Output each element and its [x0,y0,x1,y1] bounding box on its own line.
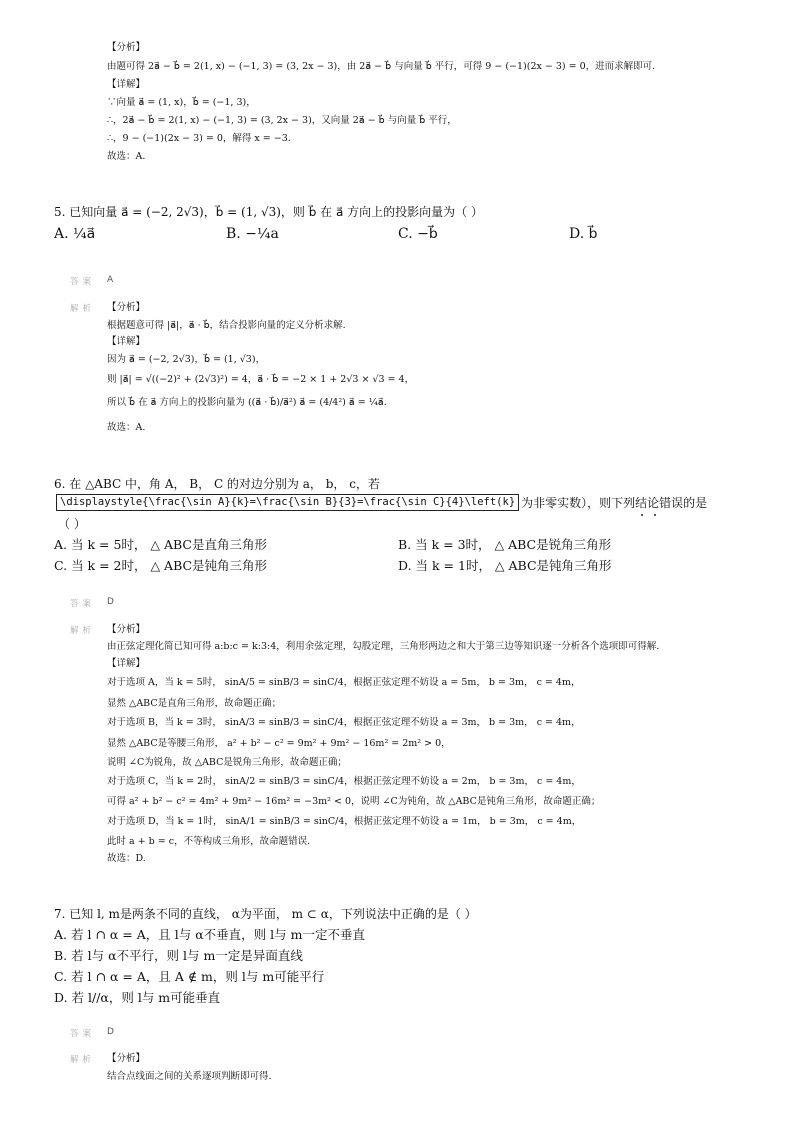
q6-answer-label: 答案 [70,599,96,609]
q6-option-b: B. 当 k = 3时， △ ABC是锐角三角形 [398,537,612,552]
q6-detail-line: 对于选项 A，当 k = 5时， sinA/5 = sinB/3 = sinC/4，根据正弦定理不妨设 a = 5m， b = 3m， c = 4m， [107,677,581,688]
q5-option-d: D. b⃗ [569,226,598,242]
q4-analysis-heading: 【分析】 [107,42,146,53]
q5-option-b: B. −¼a [226,226,279,242]
q5-stem: 5. 已知向量 a⃗ = (−2, 2√3)，b⃗ = (1, √3)，则 b⃗ 在 a⃗ 方向上的投影向量为（ ） [54,205,483,219]
q4-detail-line: ∵向量 a⃗ = (1, x)，b⃗ = (−1, 3)， [107,97,256,108]
q6-detail-line: 可得 a² + b² − c² = 4m² + 9m² − 16m² = −3m² < 0，说明 ∠C为钝角，故 △ABC是钝角三角形，故命题正确； [107,796,601,807]
q4-detail-line: ∴，9 − (−1)(2x − 3) = 0，解得 x = −3. [107,133,291,144]
q6-latex-box: \displaystyle{\frac{\sin A}{k}=\frac{\sin B}{3}=\frac{\sin C}{4}\left(k} [56,494,519,511]
q6-analysis-label: 解析 [70,626,96,636]
q6-detail-line: 对于选项 D，当 k = 1时， sinA/1 = sinB/3 = sinC/4，根据正弦定理不妨设 a = 1m， b = 3m， c = 4m， [107,816,582,827]
q6-detail-line: 对于选项 C，当 k = 2时， sinA/2 = sinB/3 = sinC/4，根据正弦定理不妨设 a = 2m， b = 3m， c = 4m， [107,776,581,787]
q5-analysis-label: 解析 [70,304,96,314]
q6-analysis-text: 由正弦定理化简已知可得 a:b:c = k:3:4，利用余弦定理，勾股定理，三角形两边之和大于第三边等知识逐一分析各个选项即可得解. [107,641,660,652]
q5-detail-line: 因为 a⃗ = (−2, 2√3)，b⃗ = (1, √3)， [107,354,266,365]
q5-analysis-heading: 【分析】 [107,302,146,313]
q4-analysis-text: 由题可得 2a⃗ − b⃗ = 2(1, x) − (−1, 3) = (3, 2x − 3)，由 2a⃗ − b⃗ 与向量 b⃗ 平行，可得 9 − (−1)(2x − 3) = 0，进而求解即可. [107,61,656,72]
q6-detail-heading: 【详解】 [107,658,146,669]
q7-analysis-text: 结合点线面之间的关系逐项判断即可得. [107,1071,272,1082]
emphasis-dot [654,514,656,516]
q5-detail-line: 则 |a⃗| = √((−2)² + (2√3)²) = 4，a⃗ · b⃗ = −2 × 1 + 2√3 × √3 = 4， [107,374,415,385]
q6-option-d: D. 当 k = 1时， △ ABC是钝角三角形 [398,558,612,573]
q7-option-d: D. 若 l//α，则 l与 m可能垂直 [54,990,221,1005]
q6-option-a: A. 当 k = 5时， △ ABC是直角三角形 [54,537,267,552]
q6-answer: D [107,597,114,607]
q5-analysis-text: 根据题意可得 |a⃗|，a⃗ · b⃗，结合投影向量的定义分析求解. [107,320,346,331]
q6-detail-line: 显然 △ABC是等腰三角形， a² + b² − c² = 9m² + 9m² − 16m² = 2m² > 0， [107,738,451,749]
q6-detail-line: 对于选项 B，当 k = 3时， sinA/3 = sinB/3 = sinC/4，根据正弦定理不妨设 a = 3m， b = 3m， c = 4m， [107,717,581,728]
q7-analysis-heading: 【分析】 [107,1053,146,1064]
q6-detail-line: 显然 △ABC是直角三角形，故命题正确； [107,698,282,709]
q7-option-b: B. 若 l与 α不平行，则 l与 m一定是异面直线 [54,948,303,963]
q7-option-c: C. 若 l ∩ α = A，且 A ∉ m，则 l与 m可能平行 [54,969,325,984]
q5-conclusion: 故选：A. [107,422,146,433]
q6-option-c: C. 当 k = 2时， △ ABC是钝角三角形 [54,558,268,573]
q4-detail-line: ∴，2a⃗ − b⃗ = 2(1, x) − (−1, 3) = (3, 2x − 3)，又向量 2a⃗ − b⃗ 与向量 b⃗ 平行， [107,115,457,126]
q5-detail-line: 所以 b⃗ 在 a⃗ 方向上的投影向量为 ((a⃗ · b⃗)/a⃗²) a⃗ = (4/4²) a⃗ = ¼a⃗. [107,397,387,408]
q6-condition-row [56,494,707,511]
q7-answer: D [107,1027,114,1037]
q5-option-c: C. −b⃗ [398,226,438,242]
q6-analysis-heading: 【分析】 [107,624,146,635]
q5-option-a: A. ¼a⃗ [54,226,96,242]
q7-stem: 7. 已知 l, m是两条不同的直线， α为平面， m ⊂ α，下列说法中正确的是（ ） [54,907,477,921]
q6-detail-line: 说明 ∠C为锐角，故 △ABC是锐角三角形，故命题正确； [107,757,347,768]
emphasis-dot [641,514,643,516]
q6-stem: 6. 在 △ABC 中，角 A， B， C 的对边分别为 a， b， c，若 [54,477,380,491]
q5-answer: A [107,275,114,285]
q7-analysis-label: 解析 [70,1055,96,1065]
q5-detail-heading: 【详解】 [107,336,146,347]
q6-stem-tail: 为非零实数），则下列结论错误的是 [521,495,708,510]
q5-answer-label: 答案 [70,277,96,287]
q7-option-a: A. 若 l ∩ α = A，且 l与 α不垂直，则 l与 m一定不垂直 [54,927,365,942]
q4-conclusion: 故选：A. [107,151,146,162]
q7-answer-label: 答案 [70,1029,96,1039]
q6-conclusion: 故选：D. [107,853,146,864]
q6-paren: （ ） [58,517,86,531]
q4-detail-heading: 【详解】 [107,79,146,90]
q6-detail-line: 此时 a + b = c，不等构成三角形，故命题错误. [107,836,311,847]
